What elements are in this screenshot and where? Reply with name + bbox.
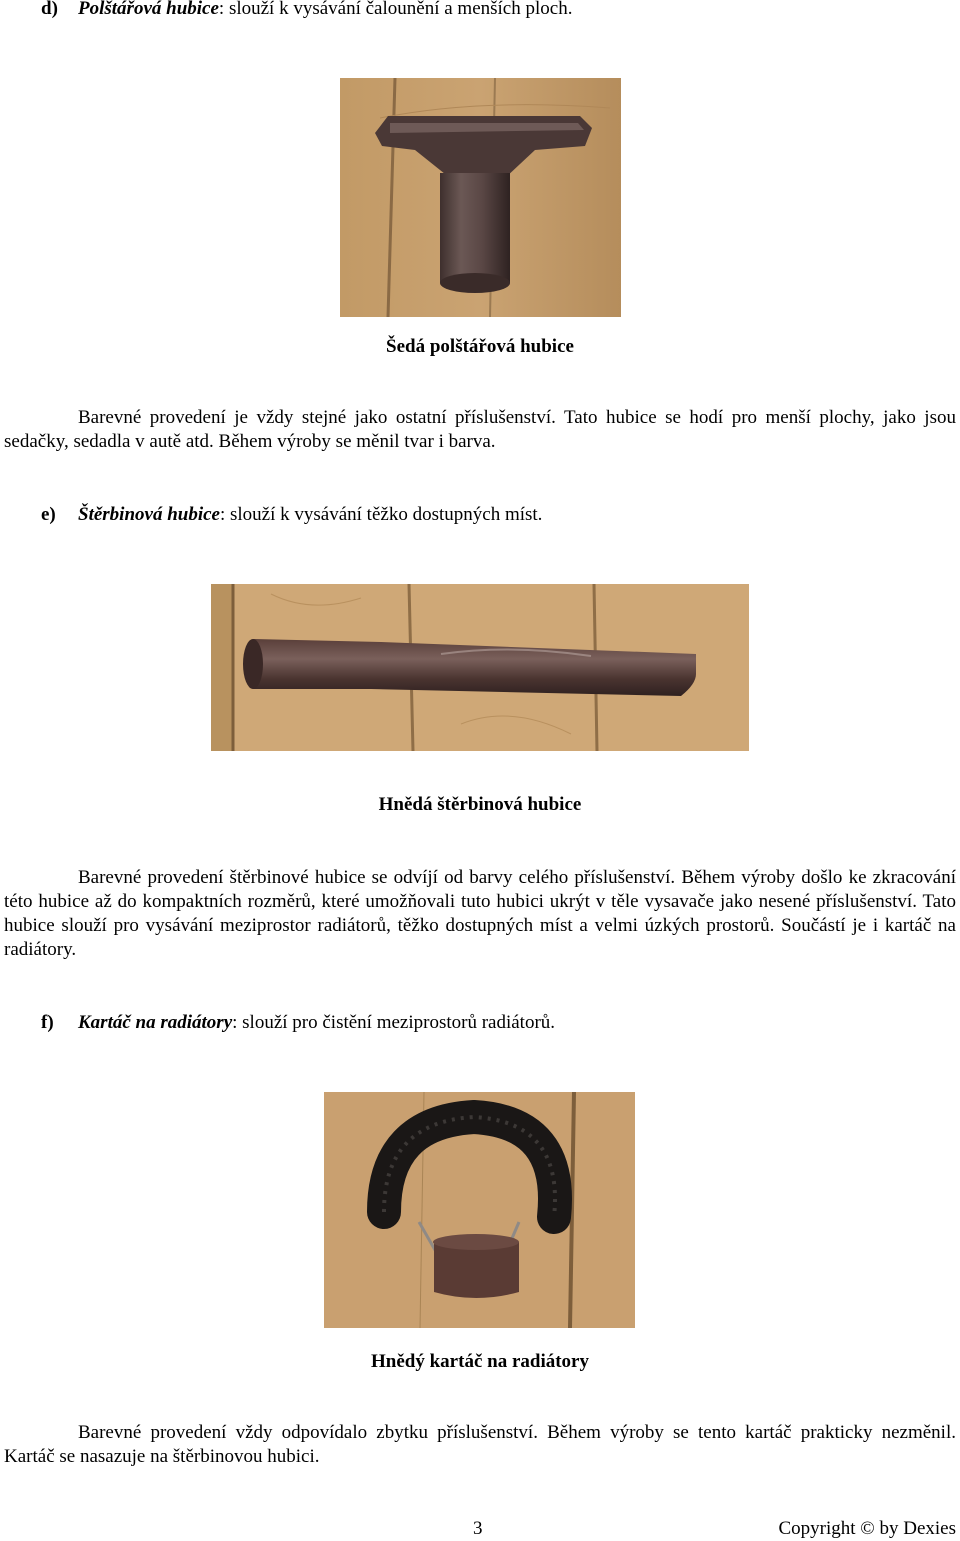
item-description: : slouží k vysávání těžko dostupných míst. [219, 504, 543, 525]
item-term: Polštářová hubice [78, 0, 219, 19]
item-term: Kartáč na radiátory [78, 1012, 233, 1033]
caption-upholstery-nozzle: Šedá polštářová hubice [386, 336, 574, 357]
item-e-heading [41, 503, 542, 527]
item-term: Štěrbinová hubice [78, 504, 220, 525]
paragraph-text: Barevné provedení je vždy stejné jako ostatní příslušenství. Tato hubice se hodí pro menší plochy, jako jsou sedačky, sedadla v autě atd. Během výroby se měnil tvar i barva. [4, 407, 956, 452]
caption-crevice-nozzle: Hnědá štěrbinová hubice [378, 794, 582, 815]
item-d-heading [41, 0, 572, 21]
paragraph-upholstery-nozzle [4, 406, 956, 454]
paragraph-radiator-brush [4, 1421, 956, 1469]
copyright: Copyright © by Dexies [778, 1518, 956, 1539]
photo-radiator-brush [324, 1092, 635, 1328]
item-label: d) [41, 0, 58, 19]
caption-radiator-brush: Hnědý kartáč na radiátory [371, 1351, 589, 1372]
item-description: : slouží k vysávání čalounění a menších ploch. [218, 0, 573, 19]
item-description: : slouží pro čistění meziprostorů radiátorů. [232, 1012, 556, 1033]
paragraph-crevice-nozzle [4, 866, 956, 962]
photo-upholstery-nozzle [340, 78, 621, 317]
page-number: 3 [473, 1518, 483, 1539]
paragraph-text: Barevné provedení vždy odpovídalo zbytku příslušenství. Během výroby se tento kartáč prakticky nezměnil. Kartáč se nasazuje na štěrbinovou hubici. [4, 1422, 956, 1467]
paragraph-text: Barevné provedení štěrbinové hubice se odvíjí od barvy celého příslušenství. Během výroby došlo ke zkracování této hubice až do kompaktních rozměrů, které umožňovali tuto hubici ukrýt v těle vysavače jako nesené příslušenství. Tato hubice slouží pro vysávání meziprostor radiátorů, těžko dostupných míst a velmi úzkých prostorů. Součástí je i kartáč na radiátory. [4, 867, 956, 960]
item-label: f) [41, 1012, 54, 1033]
photo-crevice-nozzle [211, 584, 749, 751]
item-label: e) [41, 504, 56, 525]
item-f-heading [41, 1011, 555, 1035]
